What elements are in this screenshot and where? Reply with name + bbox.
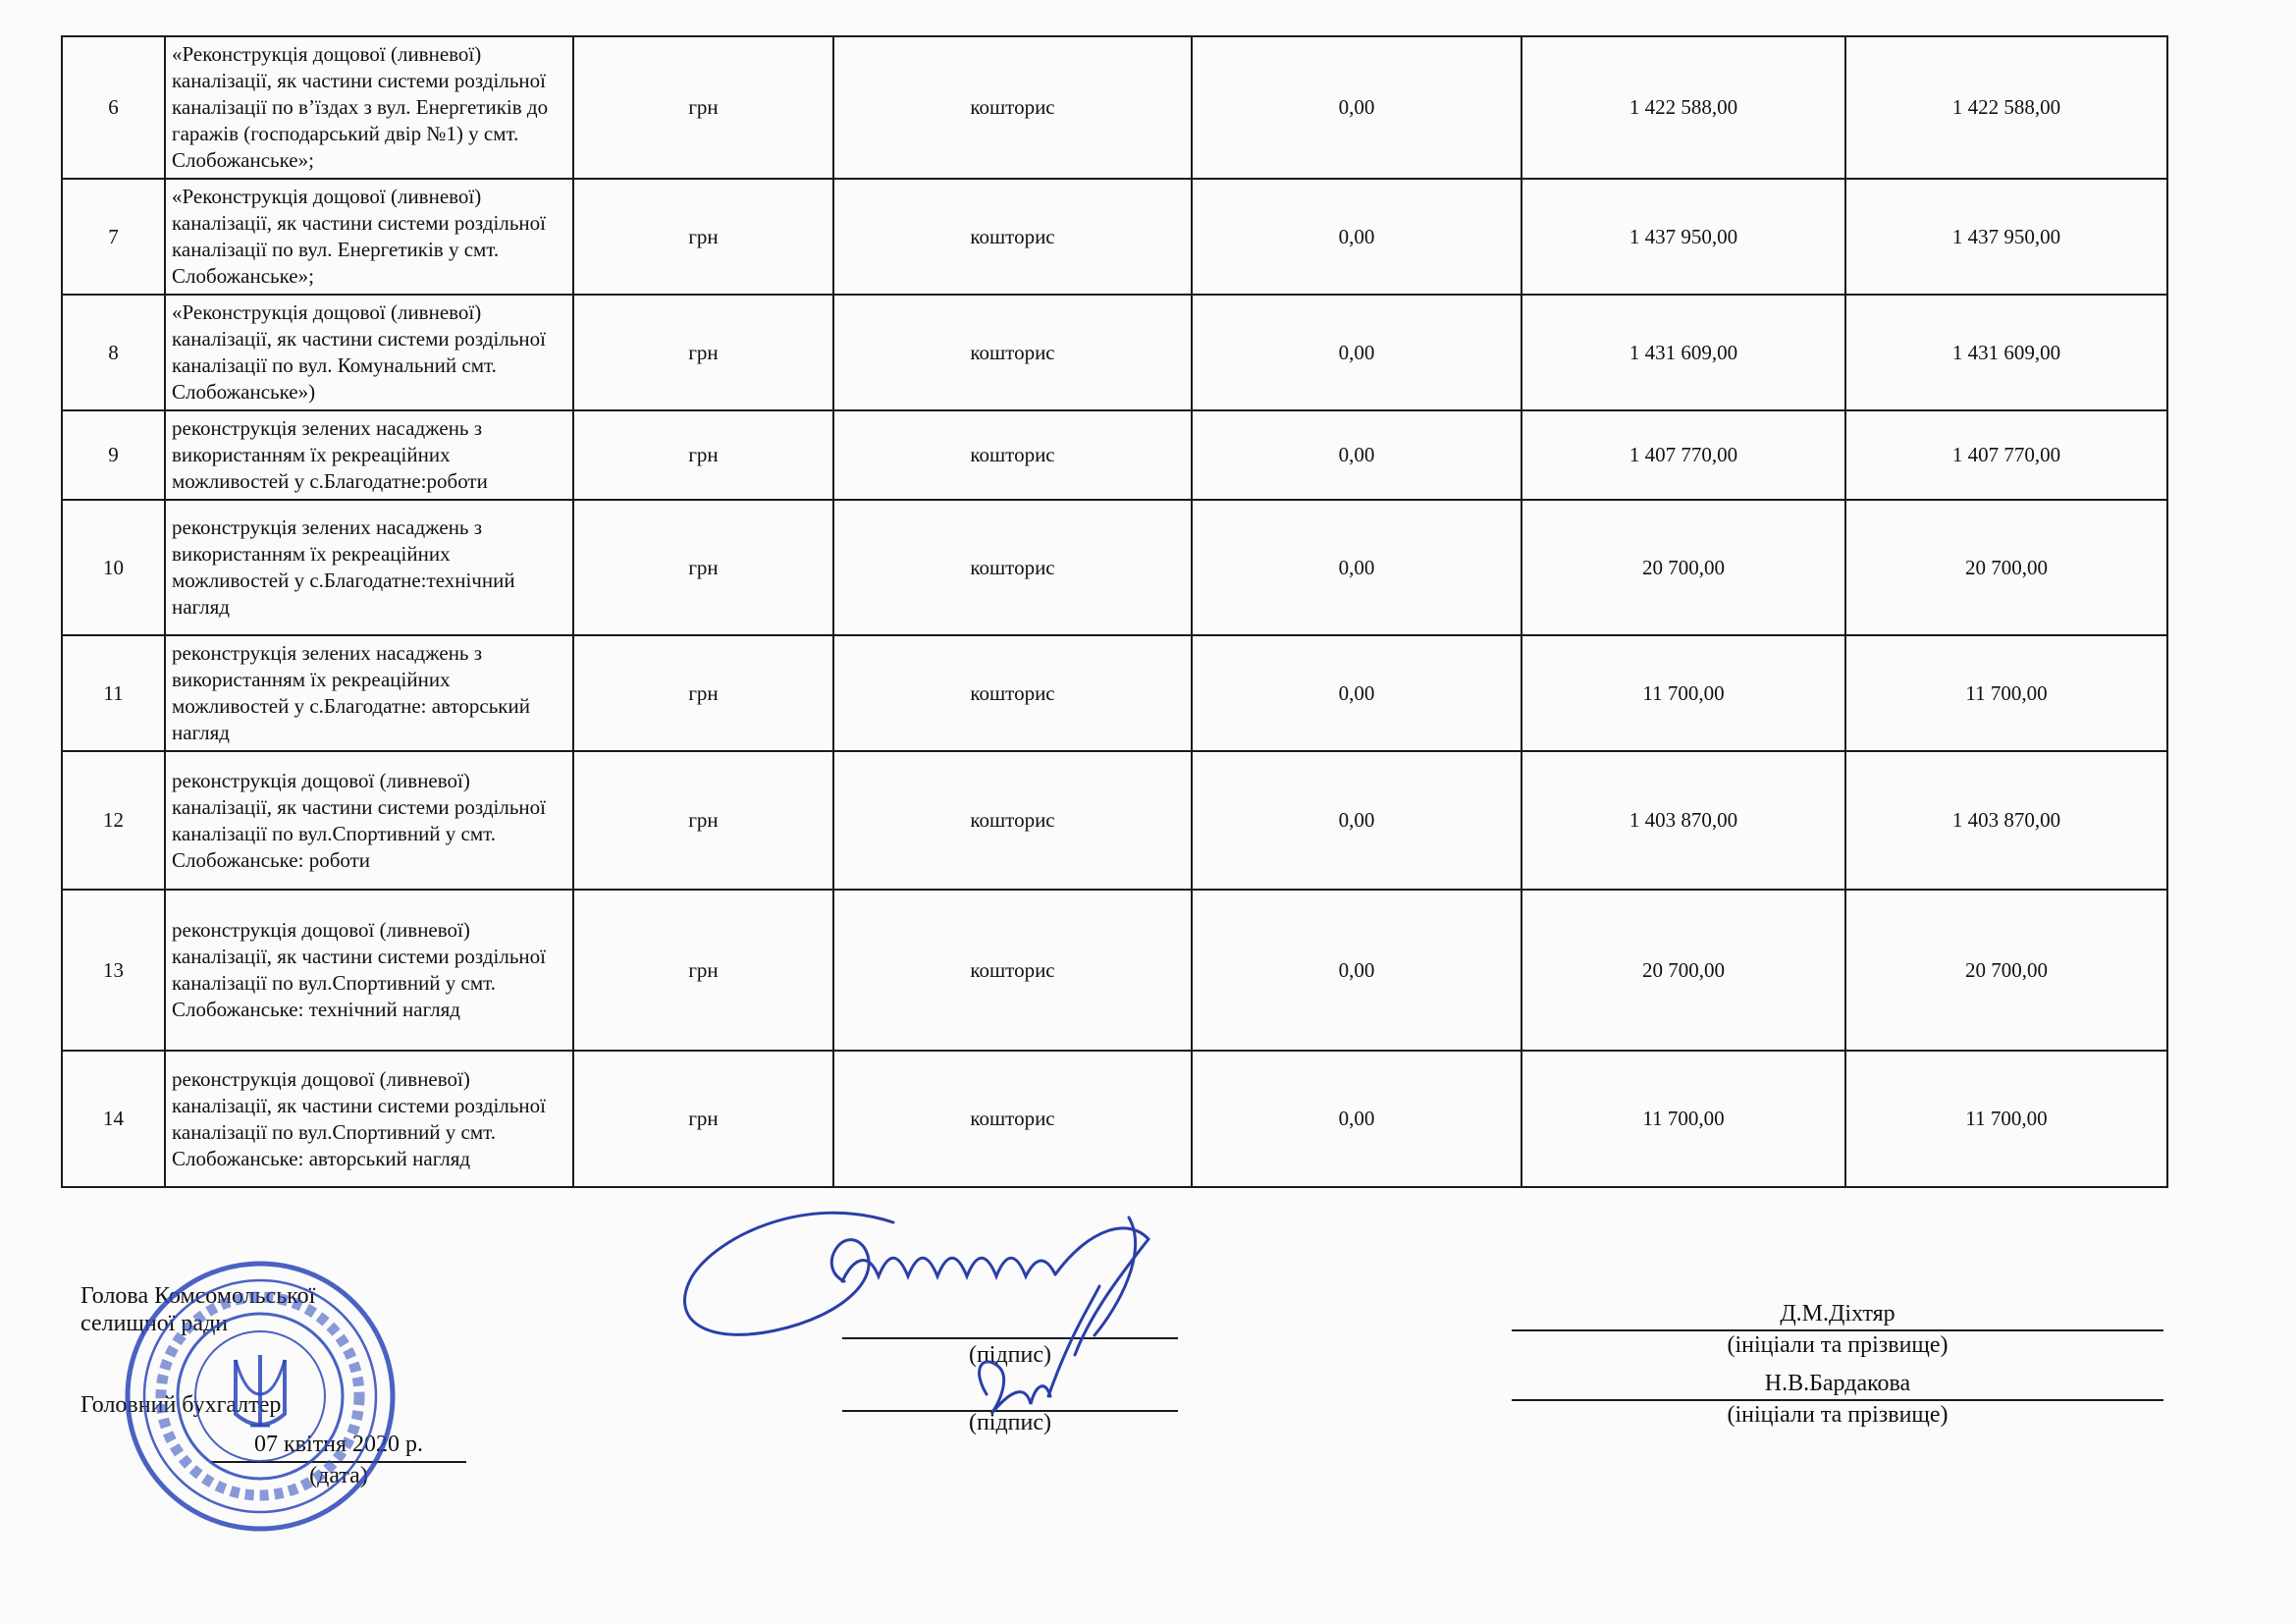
row-unit: грн (573, 500, 833, 635)
row-source: кошторис (833, 635, 1192, 751)
row-name: реконструкція дощової (ливневої) каналізації, як частини системи роздільної каналізації по вул.Спортивний у смт. Слобожанське: роботи (165, 751, 573, 890)
table-row (62, 295, 2167, 410)
head-name-line (1512, 1329, 2163, 1331)
row-name: «Реконструкція дощової (ливневої) каналізації, як частини системи роздільної каналізації по вул. Енергетиків у смт. Слобожанське»; (165, 179, 573, 295)
row-source: кошторис (833, 1051, 1192, 1187)
row-value-3: 11 700,00 (1845, 1051, 2167, 1187)
row-value-3: 1 422 588,00 (1845, 36, 2167, 179)
row-value-3: 1 403 870,00 (1845, 751, 2167, 890)
row-unit: грн (573, 1051, 833, 1187)
row-name: реконструкція зелених насаджень з використанням їх рекреаційних можливостей у с.Благодатне:роботи (165, 410, 573, 500)
accountant-signature-caption: (підпис) (968, 1410, 1052, 1435)
row-value-1: 0,00 (1192, 1051, 1522, 1187)
head-title (80, 1282, 315, 1337)
table-body (62, 36, 2167, 1187)
row-value-1: 0,00 (1192, 890, 1522, 1051)
table-row (62, 635, 2167, 751)
row-source: кошторис (833, 179, 1192, 295)
accountant-title: Головний бухгалтер (80, 1392, 282, 1418)
row-unit: грн (573, 890, 833, 1051)
head-name: Д.М.Діхтяр (1780, 1301, 1896, 1326)
row-value-3: 1 407 770,00 (1845, 410, 2167, 500)
row-value-2: 20 700,00 (1522, 890, 1845, 1051)
head-signature-icon (685, 1213, 1148, 1355)
row-value-3: 20 700,00 (1845, 890, 2167, 1051)
head-title-line2: селищної ради (80, 1311, 229, 1336)
document-date: 07 квітня 2020 р. (253, 1432, 424, 1457)
row-source: кошторис (833, 751, 1192, 890)
row-value-1: 0,00 (1192, 410, 1522, 500)
row-number: 11 (62, 635, 165, 751)
accountant-name-line (1512, 1399, 2163, 1401)
row-value-1: 0,00 (1192, 36, 1522, 179)
head-signature-line (842, 1337, 1178, 1339)
row-name: «Реконструкція дощової (ливневої) каналізації, як частини системи роздільної каналізації по вул. Комунальний смт. Слобожанське») (165, 295, 573, 410)
head-signature-caption: (підпис) (968, 1342, 1052, 1368)
table-row (62, 751, 2167, 890)
row-value-3: 1 431 609,00 (1845, 295, 2167, 410)
row-value-2: 1 407 770,00 (1522, 410, 1845, 500)
row-value-3: 11 700,00 (1845, 635, 2167, 751)
indicators-table (61, 35, 2168, 1188)
head-name-caption: (ініціали та прізвище) (1727, 1332, 1949, 1358)
row-number: 13 (62, 890, 165, 1051)
table-row (62, 890, 2167, 1051)
row-value-3: 20 700,00 (1845, 500, 2167, 635)
table-row (62, 1051, 2167, 1187)
row-number: 8 (62, 295, 165, 410)
row-name: реконструкція зелених насаджень з використанням їх рекреаційних можливостей у с.Благодатне: авторський нагляд (165, 635, 573, 751)
row-value-1: 0,00 (1192, 179, 1522, 295)
row-number: 9 (62, 410, 165, 500)
row-source: кошторис (833, 500, 1192, 635)
row-unit: грн (573, 635, 833, 751)
row-value-2: 1 431 609,00 (1522, 295, 1845, 410)
row-value-1: 0,00 (1192, 295, 1522, 410)
row-value-2: 1 403 870,00 (1522, 751, 1845, 890)
row-value-2: 1 422 588,00 (1522, 36, 1845, 179)
row-name: реконструкція дощової (ливневої) каналізації, як частини системи роздільної каналізації по вул.Спортивний у смт. Слобожанське: технічний нагляд (165, 890, 573, 1051)
row-value-1: 0,00 (1192, 635, 1522, 751)
table-row (62, 410, 2167, 500)
row-value-2: 11 700,00 (1522, 635, 1845, 751)
row-value-2: 20 700,00 (1522, 500, 1845, 635)
row-name: реконструкція дощової (ливневої) каналізації, як частини системи роздільної каналізації по вул.Спортивний у смт. Слобожанське: авторський нагляд (165, 1051, 573, 1187)
row-number: 12 (62, 751, 165, 890)
row-number: 6 (62, 36, 165, 179)
row-source: кошторис (833, 36, 1192, 179)
head-title-line1: Голова Комсомольської (80, 1283, 316, 1309)
table-row (62, 179, 2167, 295)
row-value-1: 0,00 (1192, 500, 1522, 635)
row-source: кошторис (833, 295, 1192, 410)
row-name: «Реконструкція дощової (ливневої) каналізації, як частини системи роздільної каналізації по в’їздах з вул. Енергетиків до гаражів (господарський двір №1) у смт. Слобожанське»; (165, 36, 573, 179)
row-value-3: 1 437 950,00 (1845, 179, 2167, 295)
date-caption: (дата) (309, 1463, 368, 1489)
row-unit: грн (573, 179, 833, 295)
row-name: реконструкція зелених насаджень з використанням їх рекреаційних можливостей у с.Благодатне:технічний нагляд (165, 500, 573, 635)
accountant-name-caption: (ініціали та прізвище) (1727, 1402, 1949, 1428)
row-source: кошторис (833, 410, 1192, 500)
table-row (62, 500, 2167, 635)
row-value-1: 0,00 (1192, 751, 1522, 890)
row-unit: грн (573, 751, 833, 890)
row-value-2: 11 700,00 (1522, 1051, 1845, 1187)
accountant-name: Н.В.Бардакова (1764, 1371, 1911, 1396)
row-number: 10 (62, 500, 165, 635)
row-unit: грн (573, 410, 833, 500)
row-value-2: 1 437 950,00 (1522, 179, 1845, 295)
row-unit: грн (573, 36, 833, 179)
row-source: кошторис (833, 890, 1192, 1051)
row-number: 7 (62, 179, 165, 295)
row-unit: грн (573, 295, 833, 410)
row-number: 14 (62, 1051, 165, 1187)
table-row (62, 36, 2167, 179)
